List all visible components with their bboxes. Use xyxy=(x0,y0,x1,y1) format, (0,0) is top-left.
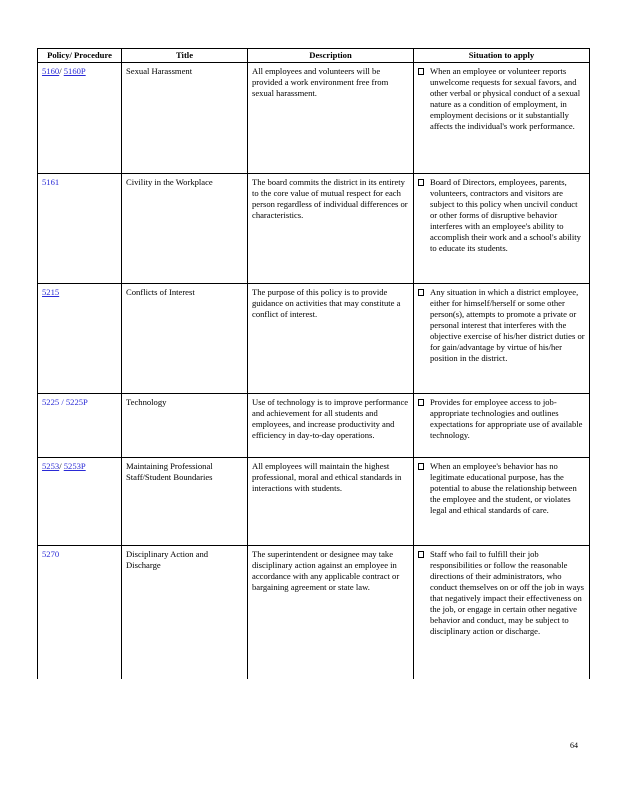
policy-title: Civility in the Workplace xyxy=(122,174,248,284)
policy-situation-cell xyxy=(414,284,590,394)
policy-code-cell xyxy=(38,63,122,174)
policy-situation: Provides for employee access to job-appropriate technologies and outlines expectations for appropriate use of available technology. xyxy=(430,397,583,440)
procedure-link[interactable]: 5160P xyxy=(63,66,86,76)
header-description: Description xyxy=(248,49,414,63)
table-row xyxy=(38,63,590,174)
policy-code-cell xyxy=(38,546,122,679)
table-row xyxy=(38,394,590,458)
policy-title: Technology xyxy=(122,394,248,458)
policy-situation-cell xyxy=(414,63,590,174)
policy-title: Conflicts of Interest xyxy=(122,284,248,394)
header-situation: Situation to apply xyxy=(414,49,590,63)
header-title: Title xyxy=(122,49,248,63)
policy-situation: Staff who fail to fulfill their job responsibilities or follow the reasonable directions of their administrators, who conduct themselves on or off the job in ways that negatively impact their effectiveness on the job, or engage in certain other negative behavior and conduct, may be subject to disciplinary action or discharge. xyxy=(430,549,585,636)
page-number: 64 xyxy=(570,741,578,750)
policy-description: The board commits the district in its entirety to the core value of mutual respect for each person regardless of individual differences or characteristics. xyxy=(248,174,414,284)
table-row xyxy=(38,458,590,546)
policy-code-cell xyxy=(38,284,122,394)
policy-description: The purpose of this policy is to provide guidance on activities that may constitute a conflict of interest. xyxy=(248,284,414,394)
policy-link[interactable]: 5160 xyxy=(42,66,60,76)
policy-title: Disciplinary Action and Discharge xyxy=(122,546,248,679)
policy-link[interactable]: 5215 xyxy=(42,287,60,297)
policy-link[interactable]: 5253 xyxy=(42,461,60,471)
policy-code: 5270 xyxy=(42,549,60,559)
checkbox-bullet-icon xyxy=(418,179,424,186)
checkbox-bullet-icon xyxy=(418,463,424,470)
policy-code-cell xyxy=(38,394,122,458)
policy-description: The superintendent or designee may take disciplinary action against an employee in accordance with any applicable contract or bargaining agreement or state law. xyxy=(248,546,414,679)
policy-situation: Board of Directors, employees, parents, volunteers, contractors and visitors are subject to this policy when uncivil conduct or other forms of disruptive behavior interferes with an employee's ability to accomplish their work and a school's ability to educate its students. xyxy=(430,177,581,253)
code-separator: / xyxy=(59,66,62,76)
code-separator: / xyxy=(59,461,62,471)
checkbox-bullet-icon xyxy=(418,68,424,75)
policy-situation-cell xyxy=(414,458,590,546)
checkbox-bullet-icon xyxy=(418,289,424,296)
policy-situation: When an employee or volunteer reports unwelcome requests for sexual favors, and other verbal or physical conduct of a sexual nature as a condition of employment, in employment decisions or it substantially affects the individual's work performance. xyxy=(430,66,581,131)
policy-title: Sexual Harassment xyxy=(122,63,248,174)
table-row xyxy=(38,546,590,679)
policy-situation-cell xyxy=(414,546,590,679)
policy-description: All employees will maintain the highest professional, moral and ethical standards in interactions with students. xyxy=(248,458,414,546)
header-policy: Policy/ Procedure xyxy=(38,49,122,63)
policy-code-cell xyxy=(38,174,122,284)
policy-code-cell xyxy=(38,458,122,546)
table-header-row xyxy=(38,49,590,63)
table-row xyxy=(38,174,590,284)
policy-description: Use of technology is to improve performance and achievement for all students and employees, and increase productivity and efficiency in day-to-day operations. xyxy=(248,394,414,458)
policy-situation: When an employee's behavior has no legitimate educational purpose, has the potential to abuse the relationship between the employee and the student, or violates legal and ethical standards of care. xyxy=(430,461,577,515)
policy-situation: Any situation in which a district employee, either for himself/herself or some other person(s), attempts to promote a private or personal interest that interferes with the objective exercise of his/her district duties or for gain/advantage by virtue of his/her position in the district. xyxy=(430,287,585,363)
policy-code: 5161 xyxy=(42,177,60,187)
policy-title: Maintaining Professional Staff/Student Boundaries xyxy=(122,458,248,546)
checkbox-bullet-icon xyxy=(418,399,424,406)
table-row xyxy=(38,284,590,394)
policy-code: 5225 / 5225P xyxy=(42,397,88,407)
checkbox-bullet-icon xyxy=(418,551,424,558)
policy-situation-cell xyxy=(414,394,590,458)
policy-description: All employees and volunteers will be provided a work environment free from sexual harassment. xyxy=(248,63,414,174)
policy-situation-cell xyxy=(414,174,590,284)
policy-table xyxy=(37,48,590,679)
procedure-link[interactable]: 5253P xyxy=(63,461,86,471)
